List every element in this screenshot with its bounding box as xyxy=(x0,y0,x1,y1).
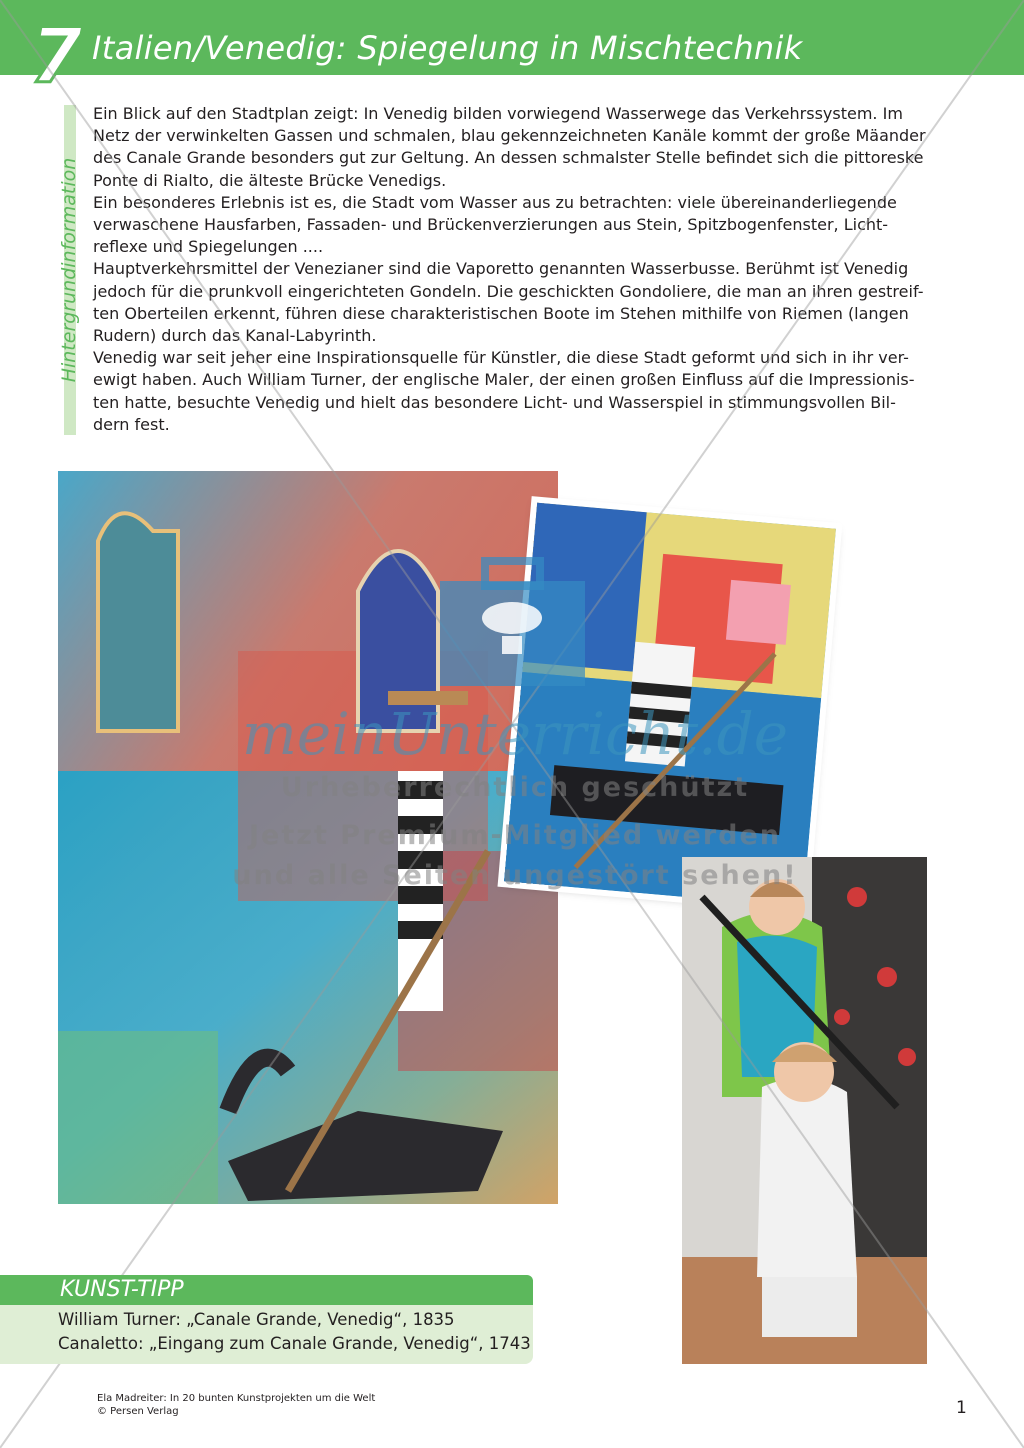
side-label: Hintergrundinformation xyxy=(58,157,80,383)
children-with-oar-photo-icon xyxy=(682,857,927,1364)
chapter-number: 7 xyxy=(30,11,83,100)
footer-credit: Ela Madreiter: In 20 bunten Kunstprojekten um die Welt xyxy=(97,1393,376,1404)
intro-paragraph: Ein Blick auf den Stadtplan zeigt: In Venedig bilden vorwiegend Wasserwege das Verkehrssystem. Im Netz der verwinkelten Gassen und schmalen, blau gekennzeichneten Kanäle kommt der große Mäander des Canale Grande besonders gut zur Geltung. An dessen schmalster Stelle befindet sich die pittoreske Ponte di Rialto, die älteste Brücke Venedigs. xyxy=(93,104,926,190)
intro-paragraph: Ein besonderes Erlebnis ist es, die Stadt vom Wasser aus zu betrachten: viele übereinanderliegende verwaschene Hausfarben, Fassaden- und Brückenverzierungen aus Stein, Spitzbogenfenster, Licht- reflexe und Spiegelungen .... xyxy=(93,192,897,257)
intro-paragraph: Venedig war seit jeher eine Inspirationsquelle für Künstler, die diese Stadt geformt und sich in ihr ver- ewigt haben. Auch William Turner, der englische Maler, der einen großen Einfluss auf die Impressionis- ten hatte, besuchte Venedig und hielt das besondere Licht- und Wasserspiel in stimmungsvollen Bil- dern fest. xyxy=(93,348,915,434)
intro-text xyxy=(93,103,928,436)
side-label-block xyxy=(58,105,80,435)
watermark-line: Jetzt Premium-Mitglied werden xyxy=(249,820,781,851)
page-number: 1 xyxy=(956,1398,967,1418)
watermark-line: Urheberrechtlich geschützt xyxy=(280,772,750,803)
kunst-tipp-item: William Turner: „Canale Grande, Venedig“, 1835 xyxy=(58,1310,455,1329)
kunst-tipp-item: Canaletto: „Eingang zum Canale Grande, Venedig“, 1743 xyxy=(58,1334,531,1353)
kunst-tipp-title: KUNST-TIPP xyxy=(60,1277,184,1302)
gondolier-painting-icon xyxy=(58,471,558,1204)
footer-publisher: © Persen Verlag xyxy=(97,1406,179,1417)
watermark-line: und alle Seiten ungestört sehen! xyxy=(232,860,798,891)
page-title: Italien/Venedig: Spiegelung in Mischtechnik xyxy=(92,29,803,67)
watermark-brand: meinUnterricht.de xyxy=(241,700,789,768)
intro-paragraph: Hauptverkehrsmittel der Venezianer sind die Vaporetto genannten Wasserbusse. Berühmt ist Venedig jedoch für die prunkvoll eingerichteten Gondeln. Die geschickten Gondoliere, die man an ihren gestreif- ten Oberteilen erkennt, führen diese charakteristischen Boote im Stehen mithilfe von Riemen (langen Rudern) durch das Kanal-Labyrinth. xyxy=(93,259,924,346)
gondolier-painting-small-icon xyxy=(504,503,836,908)
